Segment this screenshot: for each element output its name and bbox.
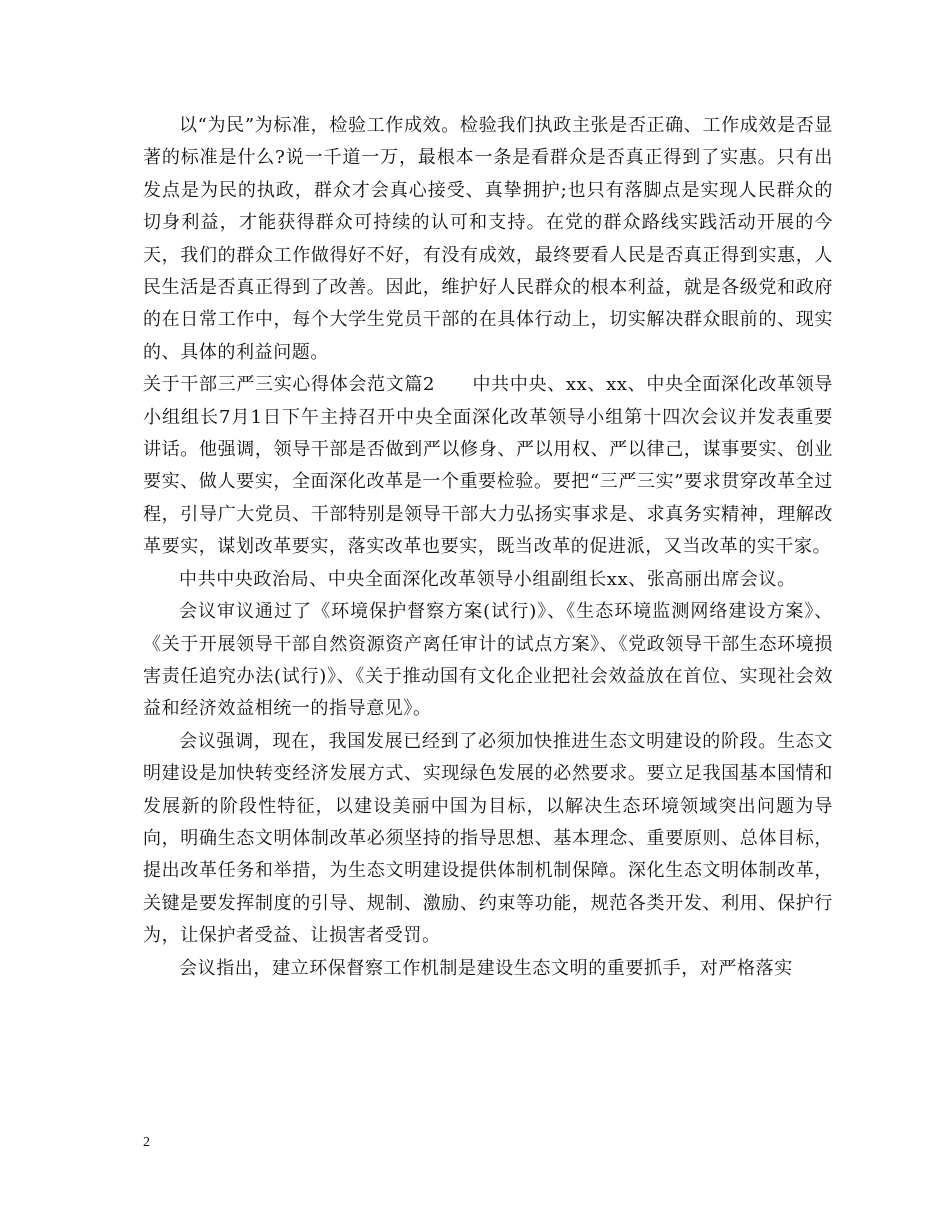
page-number: 2 (143, 1135, 150, 1150)
paragraph-approved-documents: 会议审议通过了《环境保护督察方案(试行)》、《生态环境监测网络建设方案》、《关于开展领导干部自然资源资产离任审计的试点方案》、《党政领导干部生态环境损害责任追究办法(试行)》、《关于推动国有文化企业把社会效益放在首位、实现社会效益和经济效益相统一的指导意见》。 (143, 601, 833, 720)
paragraph-serve-people: 以“为民”为标准，检验工作成效。检验我们执政主张是否正确、工作成效是否显著的标准是什么?说一千道一万，最根本一条是看群众是否真正得到了实惠。只有出发点是为民的执政，群众才会真心接受、真挚拥护;也只有落脚点是实现人民群众的切身利益，才能获得群众可持续的认可和支持。在党的群众路线实践活动开展的今天，我们的群众工作做得好不好，有没有成效，最终要看人民是否真正得到实惠，人民生活是否真正得到了改善。因此，维护好人民群众的根本利益，就是各级党和政府的在日常工作中，每个大学生党员干部的在具体行动上，切实解决群众眼前的、现实的、具体的利益问题。 (143, 115, 833, 363)
paragraph-article-2-heading: 关于干部三严三实心得体会范文篇2 中共中央、xx、xx、中央全面深化改革领导小组组长7月1日下午主持召开中央全面深化改革领导小组第十四次会议并发表重要讲话。他强调，领导干部是否做到严以修身、严以用权、严以律己，谋事要实、创业要实、做人要实，全面深化改革是一个重要检验。要把“三严三实”要求贯穿改革全过程，引导广大党员、干部特别是领导干部大力弘扬实事求是、求真务实精神，理解改革要实，谋划改革要实，落实改革也要实，既当改革的促进派，又当改革的实干家。 (143, 374, 833, 558)
paragraph-ecological-civilization: 会议强调，现在，我国发展已经到了必须加快推进生态文明建设的阶段。生态文明建设是加快转变经济发展方式、实现绿色发展的必然要求。要立足我国基本国情和发展新的阶段性特征，以建设美丽中国为目标，以解决生态环境领域突出问题为导向，明确生态文明体制改革必须坚持的指导思想、基本理念、重要原则、总体目标，提出改革任务和举措，为生态文明建设提供体制机制保障。深化生态文明体制改革，关键是要发挥制度的引导、规制、激励、约束等功能，规范各类开发、利用、保护行为，让保护者受益、让损害者受罚。 (143, 730, 833, 947)
document-body (143, 110, 833, 985)
paragraph-attendees: 中共中央政治局、中央全面深化改革领导小组副组长xx、张高丽出席会议。 (179, 568, 796, 590)
paragraph-environmental-inspection: 会议指出，建立环保督察工作机制是建设生态文明的重要抓手，对严格落实 (179, 957, 793, 979)
